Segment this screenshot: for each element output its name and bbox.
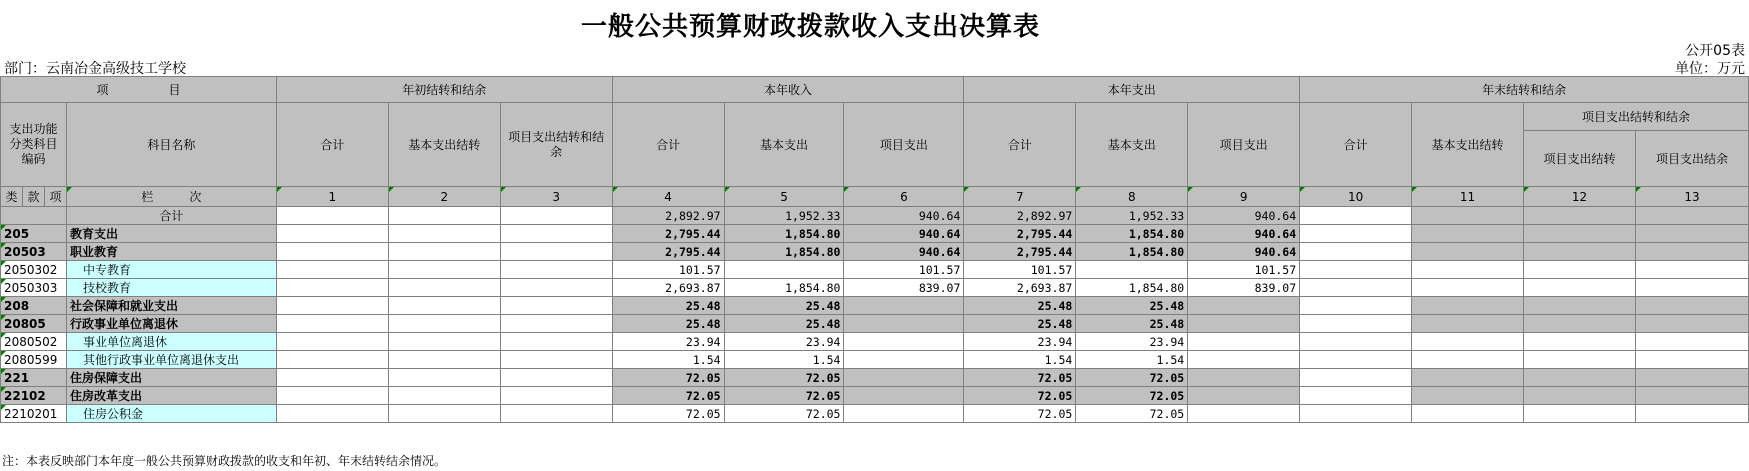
cell-c9: 940.64	[1188, 243, 1300, 261]
cell-end-balance	[1635, 261, 1748, 279]
col-num: 13	[1635, 187, 1748, 207]
cell-c4: 1.54	[612, 351, 724, 369]
report-title	[0, 6, 1749, 43]
table-row	[1, 387, 1749, 405]
cell-end-balance	[1635, 351, 1748, 369]
cell-c5: 1,854.80	[724, 279, 844, 297]
cell-end-balance	[1523, 351, 1635, 369]
header-income-total: 合计	[612, 103, 724, 187]
col-num: 9	[1188, 187, 1300, 207]
header-expense: 本年支出	[964, 77, 1300, 103]
header-end-project-balance: 项目支出结余	[1635, 131, 1748, 187]
cell-c4: 101.57	[612, 261, 724, 279]
row-name: 住房改革支出	[66, 387, 276, 405]
header-income-basic: 基本支出	[724, 103, 844, 187]
cell-c5: 72.05	[724, 387, 844, 405]
header-expense-basic: 基本支出	[1076, 103, 1188, 187]
row-code: 208	[1, 297, 67, 315]
cell-end-balance	[1300, 351, 1412, 369]
cell-begin-balance	[500, 405, 612, 423]
cell-c9	[1188, 351, 1300, 369]
cell-c7: 72.05	[964, 405, 1076, 423]
cell-end-balance	[1300, 297, 1412, 315]
row-code: 2080599	[1, 351, 67, 369]
cell-c5: 25.48	[724, 297, 844, 315]
cell-begin-balance	[500, 315, 612, 333]
row-code: 2210201	[1, 405, 67, 423]
cell-begin-balance	[500, 207, 612, 225]
header-begin-balance: 年初结转和结余	[276, 77, 612, 103]
cell-c9	[1188, 333, 1300, 351]
row-name: 职业教育	[66, 243, 276, 261]
cell-end-balance	[1300, 261, 1412, 279]
cell-c8: 1,952.33	[1076, 207, 1188, 225]
table-row	[1, 351, 1749, 369]
cell-c4: 23.94	[612, 333, 724, 351]
cell-begin-balance	[276, 333, 388, 351]
budget-table	[0, 76, 1749, 423]
cell-c5: 1,952.33	[724, 207, 844, 225]
header-begin-total: 合计	[276, 103, 388, 187]
cell-begin-balance	[276, 387, 388, 405]
col-num: 11	[1412, 187, 1524, 207]
table-row	[1, 297, 1749, 315]
header-end-total: 合计	[1300, 103, 1412, 187]
row-name: 行政事业单位离退休	[66, 315, 276, 333]
cell-c4: 25.48	[612, 297, 724, 315]
header-end-balance: 年末结转和结余	[1300, 77, 1749, 103]
cell-end-balance	[1523, 297, 1635, 315]
cell-c9: 839.07	[1188, 279, 1300, 297]
row-name: 中专教育	[66, 261, 276, 279]
report-title-text: 一般公共预算财政拨款收入支出决算表	[580, 12, 1040, 42]
cell-c5: 25.48	[724, 315, 844, 333]
cell-end-balance	[1523, 243, 1635, 261]
cell-c4: 2,795.44	[612, 243, 724, 261]
cell-c8: 72.05	[1076, 369, 1188, 387]
row-code: 2080502	[1, 333, 67, 351]
col-num: 12	[1523, 187, 1635, 207]
cell-end-balance	[1523, 279, 1635, 297]
cell-begin-balance	[500, 225, 612, 243]
cell-begin-balance	[500, 387, 612, 405]
row-code: 221	[1, 369, 67, 387]
cell-c5: 72.05	[724, 405, 844, 423]
cell-c7: 2,795.44	[964, 243, 1076, 261]
cell-c9: 940.64	[1188, 207, 1300, 225]
cell-end-balance	[1300, 405, 1412, 423]
cell-end-balance	[1635, 369, 1748, 387]
cell-end-balance	[1412, 351, 1524, 369]
row-name: 其他行政事业单位离退休支出	[66, 351, 276, 369]
cell-c5	[724, 261, 844, 279]
cell-begin-balance	[388, 297, 500, 315]
cell-begin-balance	[388, 369, 500, 387]
cell-end-balance	[1412, 297, 1524, 315]
cell-end-balance	[1635, 315, 1748, 333]
cell-begin-balance	[276, 243, 388, 261]
header-income: 本年收入	[612, 77, 964, 103]
cell-end-balance	[1412, 387, 1524, 405]
cell-c5: 1.54	[724, 351, 844, 369]
cell-end-balance	[1523, 387, 1635, 405]
col-num: 2	[388, 187, 500, 207]
cell-end-balance	[1300, 369, 1412, 387]
header-end-basic-carry: 基本支出结转	[1412, 103, 1524, 187]
table-row	[1, 315, 1749, 333]
cell-end-balance	[1300, 387, 1412, 405]
cell-c4: 72.05	[612, 387, 724, 405]
col-num: 10	[1300, 187, 1412, 207]
cell-end-balance	[1300, 279, 1412, 297]
cell-c9: 101.57	[1188, 261, 1300, 279]
cell-c8: 72.05	[1076, 405, 1188, 423]
cell-end-balance	[1635, 297, 1748, 315]
cell-c4: 2,795.44	[612, 225, 724, 243]
cell-c7: 2,693.87	[964, 279, 1076, 297]
cell-c8: 1,854.80	[1076, 279, 1188, 297]
cell-c8: 1,854.80	[1076, 243, 1188, 261]
cell-c5: 72.05	[724, 369, 844, 387]
cell-c5: 1,854.80	[724, 225, 844, 243]
cell-end-balance	[1635, 387, 1748, 405]
cell-c9	[1188, 405, 1300, 423]
col-num: 4	[612, 187, 724, 207]
cell-end-balance	[1523, 333, 1635, 351]
cell-end-balance	[1635, 333, 1748, 351]
cell-begin-balance	[276, 351, 388, 369]
header-begin-project-carry-balance: 项目支出结转和结余	[500, 103, 612, 187]
cell-end-balance	[1635, 207, 1748, 225]
cell-end-balance	[1412, 279, 1524, 297]
table-row	[1, 369, 1749, 387]
cell-c7: 72.05	[964, 369, 1076, 387]
header-end-project-carry: 项目支出结转	[1523, 131, 1635, 187]
cell-c7: 2,795.44	[964, 225, 1076, 243]
row-code	[1, 207, 67, 225]
row-name: 技校教育	[66, 279, 276, 297]
header-lanci: 栏 次	[66, 187, 276, 207]
row-code: 2050303	[1, 279, 67, 297]
cell-end-balance	[1523, 315, 1635, 333]
row-name: 教育支出	[66, 225, 276, 243]
cell-c4: 2,693.87	[612, 279, 724, 297]
cell-c9	[1188, 387, 1300, 405]
table-row	[1, 261, 1749, 279]
cell-c7: 23.94	[964, 333, 1076, 351]
cell-begin-balance	[388, 333, 500, 351]
cell-end-balance	[1412, 333, 1524, 351]
cell-begin-balance	[276, 315, 388, 333]
cell-end-balance	[1300, 243, 1412, 261]
table-row	[1, 207, 1749, 225]
header-end-project-carry-balance: 项目支出结转和结余	[1523, 103, 1748, 131]
cell-c6: 940.64	[844, 243, 964, 261]
col-num: 1	[276, 187, 388, 207]
cell-begin-balance	[388, 279, 500, 297]
department-label: 部门：云南冶金高级技工学校	[4, 61, 186, 77]
cell-c6: 839.07	[844, 279, 964, 297]
header-func-code: 支出功能分类科目编码	[1, 103, 67, 187]
col-num: 3	[500, 187, 612, 207]
table-row	[1, 225, 1749, 243]
footnote: 注：本表反映部门本年度一般公共预算财政拨款的收支和年初、年末结转结余情况。	[2, 454, 447, 468]
cell-end-balance	[1523, 405, 1635, 423]
cell-begin-balance	[276, 279, 388, 297]
cell-begin-balance	[500, 279, 612, 297]
cell-c8	[1076, 261, 1188, 279]
cell-end-balance	[1412, 261, 1524, 279]
col-num: 6	[844, 187, 964, 207]
cell-begin-balance	[500, 261, 612, 279]
header-income-project: 项目支出	[844, 103, 964, 187]
col-num: 8	[1076, 187, 1188, 207]
cell-c5: 1,854.80	[724, 243, 844, 261]
cell-end-balance	[1523, 261, 1635, 279]
row-code: 20805	[1, 315, 67, 333]
cell-begin-balance	[500, 369, 612, 387]
cell-c4: 72.05	[612, 369, 724, 387]
cell-end-balance	[1300, 315, 1412, 333]
cell-end-balance	[1412, 315, 1524, 333]
cell-c8: 72.05	[1076, 387, 1188, 405]
cell-c7: 72.05	[964, 387, 1076, 405]
cell-begin-balance	[388, 315, 500, 333]
cell-c8: 23.94	[1076, 333, 1188, 351]
cell-c7: 2,892.97	[964, 207, 1076, 225]
cell-c9	[1188, 297, 1300, 315]
cell-end-balance	[1412, 207, 1524, 225]
row-code: 20503	[1, 243, 67, 261]
row-name: 社会保障和就业支出	[66, 297, 276, 315]
cell-c8: 1,854.80	[1076, 225, 1188, 243]
cell-end-balance	[1300, 225, 1412, 243]
header-subject-name: 科目名称	[66, 103, 276, 187]
cell-c5: 23.94	[724, 333, 844, 351]
row-name: 住房保障支出	[66, 369, 276, 387]
cell-begin-balance	[276, 261, 388, 279]
cell-begin-balance	[388, 405, 500, 423]
cell-end-balance	[1523, 369, 1635, 387]
row-name: 住房公积金	[66, 405, 276, 423]
table-row	[1, 243, 1749, 261]
row-code: 2050302	[1, 261, 67, 279]
header-begin-basic-carry: 基本支出结转	[388, 103, 500, 187]
cell-c6	[844, 297, 964, 315]
cell-begin-balance	[388, 387, 500, 405]
cell-begin-balance	[276, 369, 388, 387]
cell-c4: 25.48	[612, 315, 724, 333]
cell-end-balance	[1635, 225, 1748, 243]
header-expense-project: 项目支出	[1188, 103, 1300, 187]
cell-begin-balance	[276, 405, 388, 423]
cell-c9: 940.64	[1188, 225, 1300, 243]
col-num: 5	[724, 187, 844, 207]
cell-end-balance	[1412, 369, 1524, 387]
header-kuan: 款	[22, 187, 44, 207]
row-code: 205	[1, 225, 67, 243]
cell-c6: 940.64	[844, 207, 964, 225]
header-xiang: 项	[44, 187, 66, 207]
cell-end-balance	[1412, 405, 1524, 423]
cell-end-balance	[1635, 405, 1748, 423]
cell-end-balance	[1635, 279, 1748, 297]
table-row	[1, 405, 1749, 423]
cell-c7: 25.48	[964, 315, 1076, 333]
cell-c4: 2,892.97	[612, 207, 724, 225]
cell-end-balance	[1412, 243, 1524, 261]
table-row	[1, 279, 1749, 297]
cell-end-balance	[1300, 333, 1412, 351]
cell-c9	[1188, 315, 1300, 333]
cell-end-balance	[1300, 207, 1412, 225]
cell-end-balance	[1523, 207, 1635, 225]
cell-end-balance	[1523, 225, 1635, 243]
cell-begin-balance	[500, 333, 612, 351]
header-item: 项 目	[1, 77, 277, 103]
header-expense-total: 合计	[964, 103, 1076, 187]
row-name: 合计	[66, 207, 276, 225]
cell-begin-balance	[388, 207, 500, 225]
cell-end-balance	[1635, 243, 1748, 261]
header-lei: 类	[1, 187, 23, 207]
cell-begin-balance	[500, 297, 612, 315]
cell-c6	[844, 405, 964, 423]
cell-begin-balance	[388, 351, 500, 369]
cell-c6: 940.64	[844, 225, 964, 243]
cell-begin-balance	[388, 243, 500, 261]
cell-c8: 25.48	[1076, 315, 1188, 333]
row-code: 22102	[1, 387, 67, 405]
cell-c6	[844, 315, 964, 333]
table-body	[1, 207, 1749, 423]
cell-begin-balance	[388, 225, 500, 243]
cell-begin-balance	[276, 207, 388, 225]
cell-begin-balance	[388, 261, 500, 279]
cell-c7: 1.54	[964, 351, 1076, 369]
cell-c8: 1.54	[1076, 351, 1188, 369]
cell-c6	[844, 333, 964, 351]
cell-c6: 101.57	[844, 261, 964, 279]
cell-c6	[844, 369, 964, 387]
cell-c7: 25.48	[964, 297, 1076, 315]
cell-c7: 101.57	[964, 261, 1076, 279]
form-number: 公开05表	[1685, 43, 1745, 59]
cell-c8: 25.48	[1076, 297, 1188, 315]
cell-c9	[1188, 369, 1300, 387]
cell-begin-balance	[276, 225, 388, 243]
cell-end-balance	[1412, 225, 1524, 243]
row-name: 事业单位离退休	[66, 333, 276, 351]
cell-begin-balance	[276, 297, 388, 315]
cell-c4: 72.05	[612, 405, 724, 423]
table-row	[1, 333, 1749, 351]
cell-c6	[844, 351, 964, 369]
col-num: 7	[964, 187, 1076, 207]
cell-c6	[844, 387, 964, 405]
cell-begin-balance	[500, 243, 612, 261]
cell-begin-balance	[500, 351, 612, 369]
unit-label: 单位：万元	[1675, 61, 1745, 77]
